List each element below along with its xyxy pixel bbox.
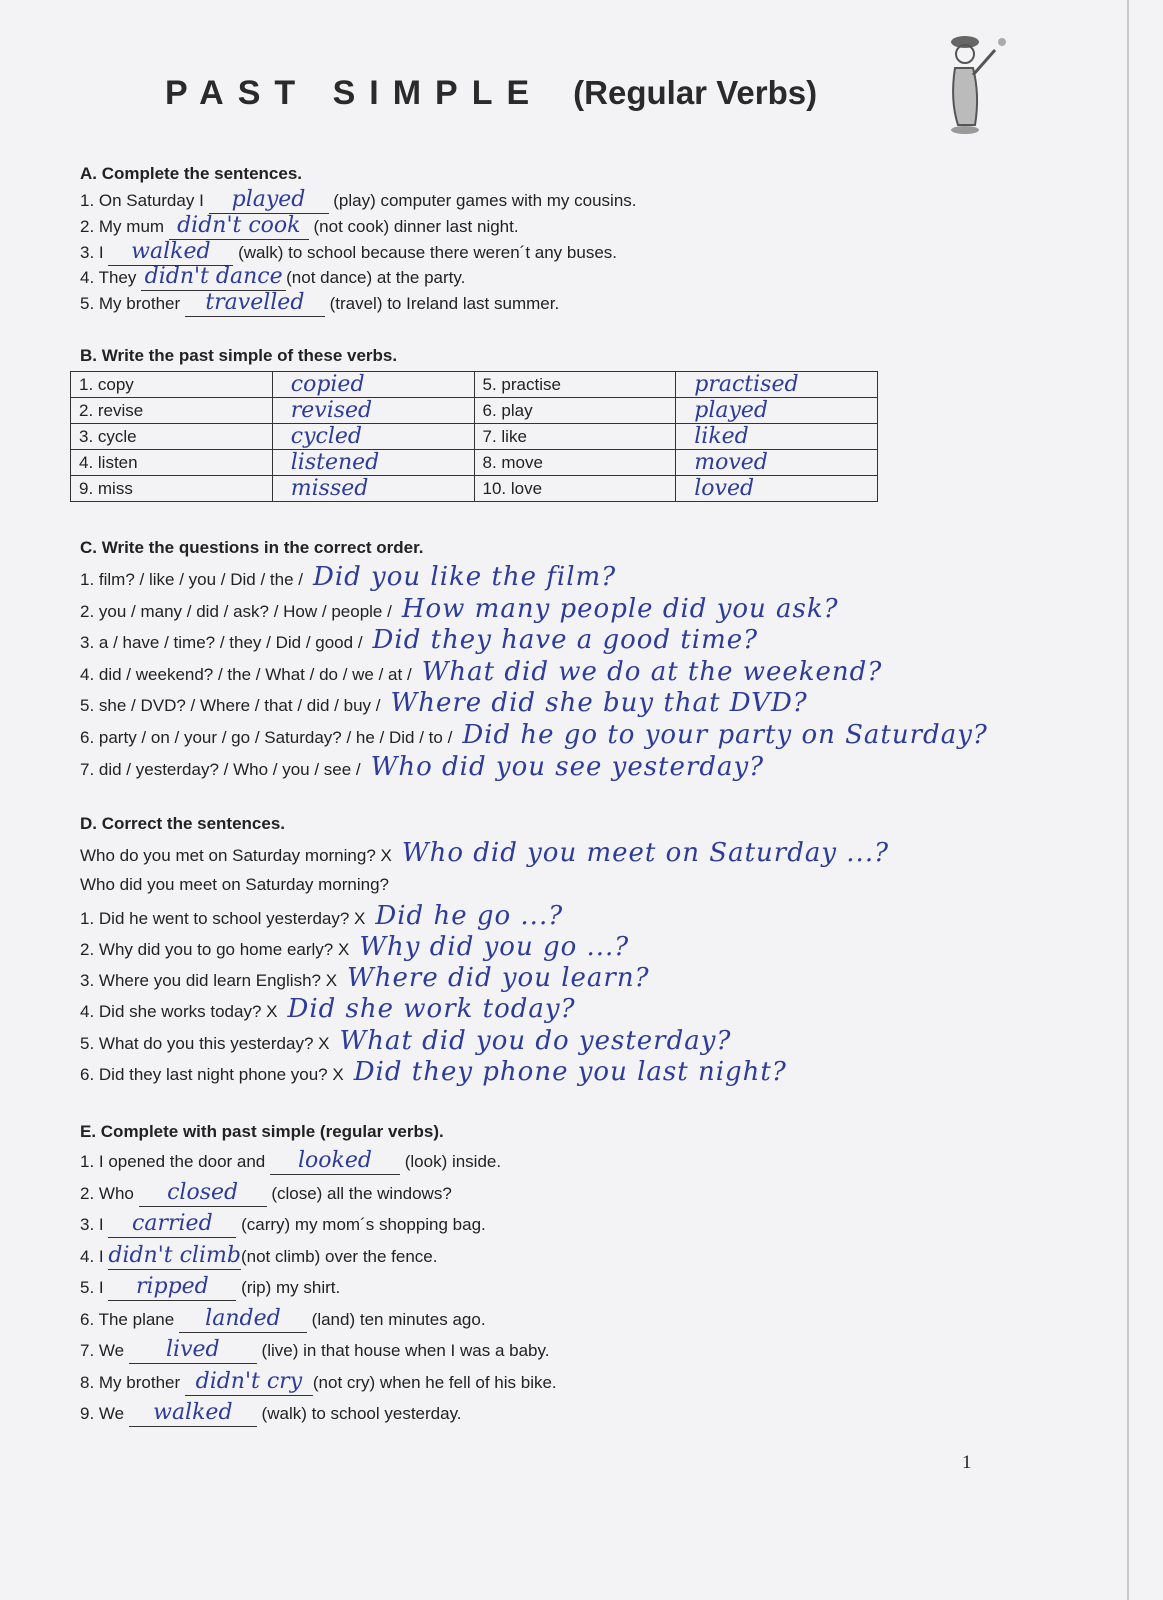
exercise-line — [80, 265, 637, 291]
exercise-line — [80, 932, 889, 963]
exercise-line — [80, 688, 988, 720]
answer-blank: landed — [179, 1312, 307, 1333]
prompt: 5. she / DVD? / Where / that / did / buy / — [80, 696, 381, 716]
exercise-line — [80, 1304, 557, 1336]
verbs-row — [71, 476, 878, 502]
answer-blank: didn't cry — [185, 1375, 313, 1396]
section-d — [80, 810, 889, 1088]
sentence-end: (not climb) over the fence. — [240, 1246, 438, 1266]
sentence-start: 2. Who — [80, 1183, 139, 1203]
answer-blank: lived — [129, 1343, 257, 1364]
prompt: 6. Did they last night phone you? X — [80, 1065, 344, 1085]
section-d-heading: D. Correct the sentences. — [80, 814, 286, 833]
section-b — [80, 342, 397, 370]
verbs-row — [71, 398, 878, 424]
exercise-line — [80, 1272, 557, 1304]
exercise-line — [80, 657, 988, 689]
verbs-row — [71, 424, 878, 450]
exercise-line — [80, 752, 988, 784]
example-line — [80, 838, 889, 869]
exercise-line — [80, 1057, 889, 1088]
verb-cell: 8. move — [474, 450, 676, 476]
sentence-start: 5. My brother — [80, 294, 185, 314]
prompt: 6. party / on / your / go / Saturday? / he / Did / to / — [80, 727, 453, 747]
title-sub: (Regular Verbs) — [573, 74, 818, 111]
sentence-start: 2. My mum — [80, 216, 169, 236]
answer-cell: cycled — [272, 424, 474, 450]
sentence-end: (not dance) at the party. — [286, 268, 466, 288]
sentence-start: 7. We — [80, 1341, 129, 1360]
handwritten-answer: Did she work today? — [287, 994, 576, 1025]
handwritten-answer: What did you do yesterday? — [339, 1025, 732, 1056]
answer-blank: didn't climb — [108, 1242, 241, 1268]
exercise-line — [80, 188, 637, 214]
answer-cell: revised — [272, 398, 474, 424]
section-a-heading: A. Complete the sentences. — [80, 164, 303, 183]
handwritten-answer: Did he go to your party on Saturday? — [462, 719, 988, 750]
exercise-line — [80, 994, 889, 1025]
answer-cell: liked — [676, 424, 878, 450]
answer-blank: didn't dance — [141, 270, 286, 291]
sentence-end: (rip) my shirt. — [236, 1278, 341, 1297]
verb-cell: 9. miss — [71, 476, 273, 502]
exercise-line — [80, 562, 988, 594]
section-c-heading: C. Write the questions in the correct order. — [80, 538, 424, 557]
verb-cell: 3. cycle — [71, 424, 273, 450]
sentence-start: 5. I — [80, 1278, 109, 1297]
cartoon-character-icon — [940, 30, 1010, 140]
exercise-line — [80, 901, 889, 932]
handwritten-answer: Where did she buy that DVD? — [390, 688, 808, 719]
verb-cell: 5. practise — [474, 372, 676, 398]
exercise-line — [80, 1209, 557, 1241]
exercise-line — [80, 1241, 557, 1273]
example-answer: Who did you meet on Saturday ...? — [401, 838, 890, 868]
sentence-end: (close) all the windows? — [266, 1183, 452, 1203]
handwritten-answer: Did they have a good time? — [372, 625, 759, 656]
verbs-table — [70, 371, 878, 502]
sentence-start: 9. We — [80, 1404, 129, 1423]
answer-cell: loved — [676, 476, 878, 502]
exercise-line — [80, 594, 988, 626]
handwritten-answer: Why did you go ...? — [359, 931, 630, 962]
exercise-line — [80, 240, 637, 266]
answer-blank: travelled — [185, 296, 325, 317]
prompt: 1. Did he went to school yesterday? X — [80, 908, 366, 928]
sentence-start: 6. The plane — [80, 1309, 179, 1329]
sentence-end: (land) ten minutes ago. — [306, 1309, 486, 1329]
verb-cell: 10. love — [474, 476, 676, 502]
answer-blank: walked — [108, 245, 233, 266]
sentence-end: (look) inside. — [400, 1152, 502, 1171]
prompt: 4. did / weekend? / the / What / do / we / at / — [80, 664, 412, 684]
verb-cell: 7. like — [474, 424, 676, 450]
sentence-end: (travel) to Ireland last summer. — [324, 294, 560, 314]
exercise-line — [80, 291, 637, 317]
sentence-start: 1. On Saturday I — [80, 191, 209, 210]
handwritten-answer: Did you like the film? — [312, 562, 617, 592]
sentence-end: (walk) to school yesterday. — [256, 1404, 462, 1423]
exercise-line — [80, 1178, 557, 1210]
answer-cell: listened — [272, 450, 474, 476]
answer-cell: played — [676, 398, 878, 424]
answer-blank: looked — [270, 1154, 400, 1175]
sentence-end: (not cook) dinner last night. — [308, 216, 519, 236]
sentence-start: 1. I opened the door and — [80, 1152, 270, 1171]
handwritten-answer: Who did you see yesterday? — [370, 751, 765, 782]
section-e — [80, 1118, 557, 1430]
prompt: 3. a / have / time? / they / Did / good / — [80, 633, 363, 653]
handwritten-answer: How many people did you ask? — [401, 593, 839, 624]
sentence-start: 4. They — [80, 268, 142, 288]
page-number: 1 — [962, 1452, 972, 1473]
example-correct: Who did you meet on Saturday morning? — [80, 875, 390, 895]
sentence-end: (walk) to school because there weren´t any buses. — [233, 242, 617, 262]
sentence-start: 4. I — [80, 1246, 109, 1266]
answer-blank: walked — [129, 1406, 257, 1427]
verb-cell: 6. play — [474, 398, 676, 424]
exercise-line — [80, 1367, 557, 1399]
prompt: 4. Did she works today? X — [80, 1002, 278, 1022]
page-edge — [1127, 0, 1129, 1600]
exercise-line — [80, 1398, 557, 1430]
sentence-start: 8. My brother — [80, 1372, 185, 1392]
sentence-start: 3. I — [80, 242, 109, 262]
exercise-line — [80, 1026, 889, 1057]
answer-blank: played — [209, 193, 329, 214]
page-title — [165, 74, 817, 113]
exercise-line — [80, 1146, 557, 1178]
answer-blank: closed — [139, 1186, 267, 1207]
sentence-end: (carry) my mom´s shopping bag. — [236, 1215, 486, 1234]
section-a — [80, 160, 637, 317]
section-b-heading: B. Write the past simple of these verbs. — [80, 346, 398, 365]
answer-cell: missed — [272, 476, 474, 502]
prompt: 2. Why did you to go home early? X — [80, 939, 350, 959]
answer-blank: carried — [108, 1217, 236, 1238]
example-wrong: Who do you met on Saturday morning? X — [80, 846, 392, 865]
handwritten-answer: Did he go ...? — [375, 900, 564, 931]
sentence-start: 3. I — [80, 1215, 109, 1234]
answer-cell: copied — [272, 372, 474, 398]
section-c — [80, 534, 988, 783]
exercise-line — [80, 1335, 557, 1367]
verb-cell: 2. revise — [71, 398, 273, 424]
handwritten-answer: Where did you learn? — [347, 963, 650, 994]
handwritten-answer: What did we do at the weekend? — [421, 656, 883, 687]
sentence-end: (play) computer games with my cousins. — [328, 191, 637, 210]
exercise-line — [80, 720, 988, 752]
prompt: 7. did / yesterday? / Who / you / see / — [80, 759, 361, 779]
exercise-line — [80, 625, 988, 657]
section-e-heading: E. Complete with past simple (regular verbs). — [80, 1122, 444, 1141]
answer-blank: didn't cook — [169, 219, 309, 240]
answer-cell: moved — [676, 450, 878, 476]
prompt: 1. film? / like / you / Did / the / — [80, 570, 303, 589]
title-main: PAST SIMPLE — [165, 74, 544, 112]
sentence-end: (not cry) when he fell of his bike. — [312, 1372, 557, 1392]
sentence-end: (live) in that house when I was a baby. — [256, 1341, 550, 1360]
exercise-line — [80, 214, 637, 240]
verb-cell: 4. listen — [71, 450, 273, 476]
prompt: 5. What do you this yesterday? X — [80, 1033, 330, 1053]
verbs-row — [71, 450, 878, 476]
answer-cell: practised — [676, 372, 878, 398]
verb-cell: 1. copy — [71, 372, 273, 398]
prompt: 3. Where you did learn English? X — [80, 971, 338, 991]
answer-blank: ripped — [108, 1280, 236, 1301]
handwritten-answer: Did they phone you last night? — [353, 1057, 787, 1088]
prompt: 2. you / many / did / ask? / How / people / — [80, 601, 392, 621]
verbs-row — [71, 372, 878, 398]
exercise-line — [80, 963, 889, 994]
